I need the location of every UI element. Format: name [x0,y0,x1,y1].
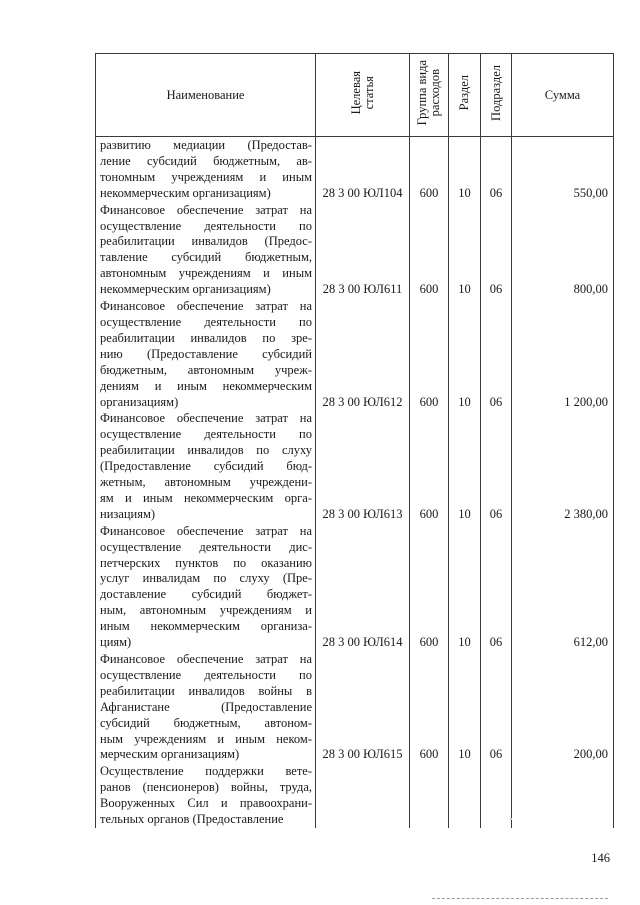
row-expense-group: 600 [410,298,449,410]
row-name-line: жетным, автономным учреждени- [100,475,312,490]
row-section: 10 [449,651,481,763]
row-name-line: осуществление деятельности по [100,667,312,682]
row-expense-group: 600 [410,651,449,763]
row-name-cell [96,298,316,410]
row-name-line: реабилитации инвалидов по зре- [100,330,312,345]
row-name-line: автономным учреждениям и иным [100,266,312,281]
row-name-line: реабилитации инвалидов по слуху [100,443,312,458]
row-section: 10 [449,410,481,522]
row-name-line: Финансовое обеспечение затрат на [100,652,312,666]
row-name-line: Финансовое обеспечение затрат на [100,523,312,538]
row-name-line: осуществление деятельности по [100,218,312,233]
row-section: 10 [449,298,481,410]
row-name-line: петчерских пунктов по оказанию [100,555,312,570]
row-name-line: тавление субсидий бюджетным, [100,250,312,265]
row-name-cell [96,651,316,763]
row-name-line: тономным учреждениям и иным [100,169,312,184]
header-target-article: Целевая статья [316,54,410,137]
row-target-article [316,763,410,828]
row-name-line: Финансовое обеспечение затрат на [100,411,312,426]
table-row [96,763,614,828]
footer-rule [432,898,608,899]
row-section: 10 [449,137,481,202]
header-section: Раздел [449,54,481,137]
row-expense-group [410,763,449,828]
scan-speck [510,818,512,820]
row-name-line: Афганистане (Предоставление [100,699,312,714]
row-sum: 200,00 [512,651,614,763]
table-row [96,298,614,410]
row-section [449,763,481,828]
row-sum [512,763,614,828]
row-name-line: ным, автономным учреждениям и [100,603,312,618]
row-name-line: (Предоставление субсидий бюд- [100,459,312,474]
row-name-cell [96,202,316,298]
table-row [96,137,614,202]
row-name-line: ным учреждениям и иным неком- [100,731,312,746]
row-subsection [481,763,512,828]
row-subsection: 06 [481,298,512,410]
row-name-line: реабилитации инвалидов (Предос- [100,234,312,249]
row-name-line: реабилитации инвалидов войны в [100,683,312,698]
row-section: 10 [449,202,481,298]
row-subsection: 06 [481,410,512,522]
row-name-line: осуществление деятельности дис- [100,539,312,554]
row-target-article: 28 3 00 ЮЛ615 [316,651,410,763]
header-sum: Сумма [512,54,614,137]
row-name-cell [96,137,316,202]
row-sum: 1 200,00 [512,298,614,410]
row-expense-group: 600 [410,137,449,202]
row-target-article: 28 3 00 ЮЛ614 [316,523,410,651]
row-name-cell [96,523,316,651]
row-name-line: циям) [100,635,132,650]
row-subsection: 06 [481,202,512,298]
header-expense-group: Группа вида расходов [410,54,449,137]
row-target-article: 28 3 00 ЮЛ612 [316,298,410,410]
row-name-line: развитию медиации (Предостав- [100,138,312,152]
row-name-cell [96,763,316,828]
row-name-line: некоммерческим организациям) [100,185,271,200]
row-target-article: 28 3 00 ЮЛ104 [316,137,410,202]
row-name-line: осуществление деятельности по [100,427,312,442]
row-name-line: организациям) [100,394,179,409]
row-name-line: Финансовое обеспечение затрат на [100,202,312,217]
row-name-line: низациям) [100,506,156,521]
row-name-line: Вооруженных Сил и правоохрани- [100,796,312,811]
row-name-line: некоммерческим организациям) [100,282,271,297]
row-name-line: ям и иным некоммерческим орга- [100,490,312,505]
row-name-line: иным некоммерческим организа- [100,619,312,634]
row-section: 10 [449,523,481,651]
table-row [96,410,614,522]
row-sum: 800,00 [512,202,614,298]
row-name-line: бюджетным, автономным учреж- [100,362,312,377]
row-expense-group: 600 [410,410,449,522]
row-name-line: тельных органов (Предоставление [100,812,284,827]
row-name-line: ранов (пенсионеров) войны, труда, [100,780,312,795]
row-sum: 612,00 [512,523,614,651]
row-expense-group: 600 [410,523,449,651]
row-name-line: услуг инвалидам по слуху (Пре- [100,571,312,586]
row-target-article: 28 3 00 ЮЛ611 [316,202,410,298]
row-name-cell [96,410,316,522]
row-name-line: Финансовое обеспечение затрат на [100,299,312,314]
row-subsection: 06 [481,651,512,763]
budget-table [95,53,614,828]
row-target-article: 28 3 00 ЮЛ613 [316,410,410,522]
row-name-line: осуществление деятельности по [100,314,312,329]
row-name-line: мерческим организациям) [100,747,240,762]
row-name-line: ление субсидий бюджетным, ав- [100,153,312,168]
table-row [96,523,614,651]
row-subsection: 06 [481,523,512,651]
row-name-line: нию (Предоставление субсидий [100,346,312,361]
header-name: Наименование [96,54,316,137]
row-sum: 2 380,00 [512,410,614,522]
table-row [96,651,614,763]
header-subsection: Подраздел [481,54,512,137]
row-subsection: 06 [481,137,512,202]
table-row [96,202,614,298]
row-expense-group: 600 [410,202,449,298]
row-name-line: дениям и иным некоммерческим [100,378,312,393]
row-name-line: доставление субсидий бюджет- [100,587,312,602]
table-body [96,137,614,828]
row-name-line: субсидий бюджетным, автоном- [100,715,312,730]
row-name-line: Осуществление поддержки вете- [100,764,312,779]
page-number: 146 [591,851,610,865]
row-sum: 550,00 [512,137,614,202]
table-header-row [96,54,614,137]
